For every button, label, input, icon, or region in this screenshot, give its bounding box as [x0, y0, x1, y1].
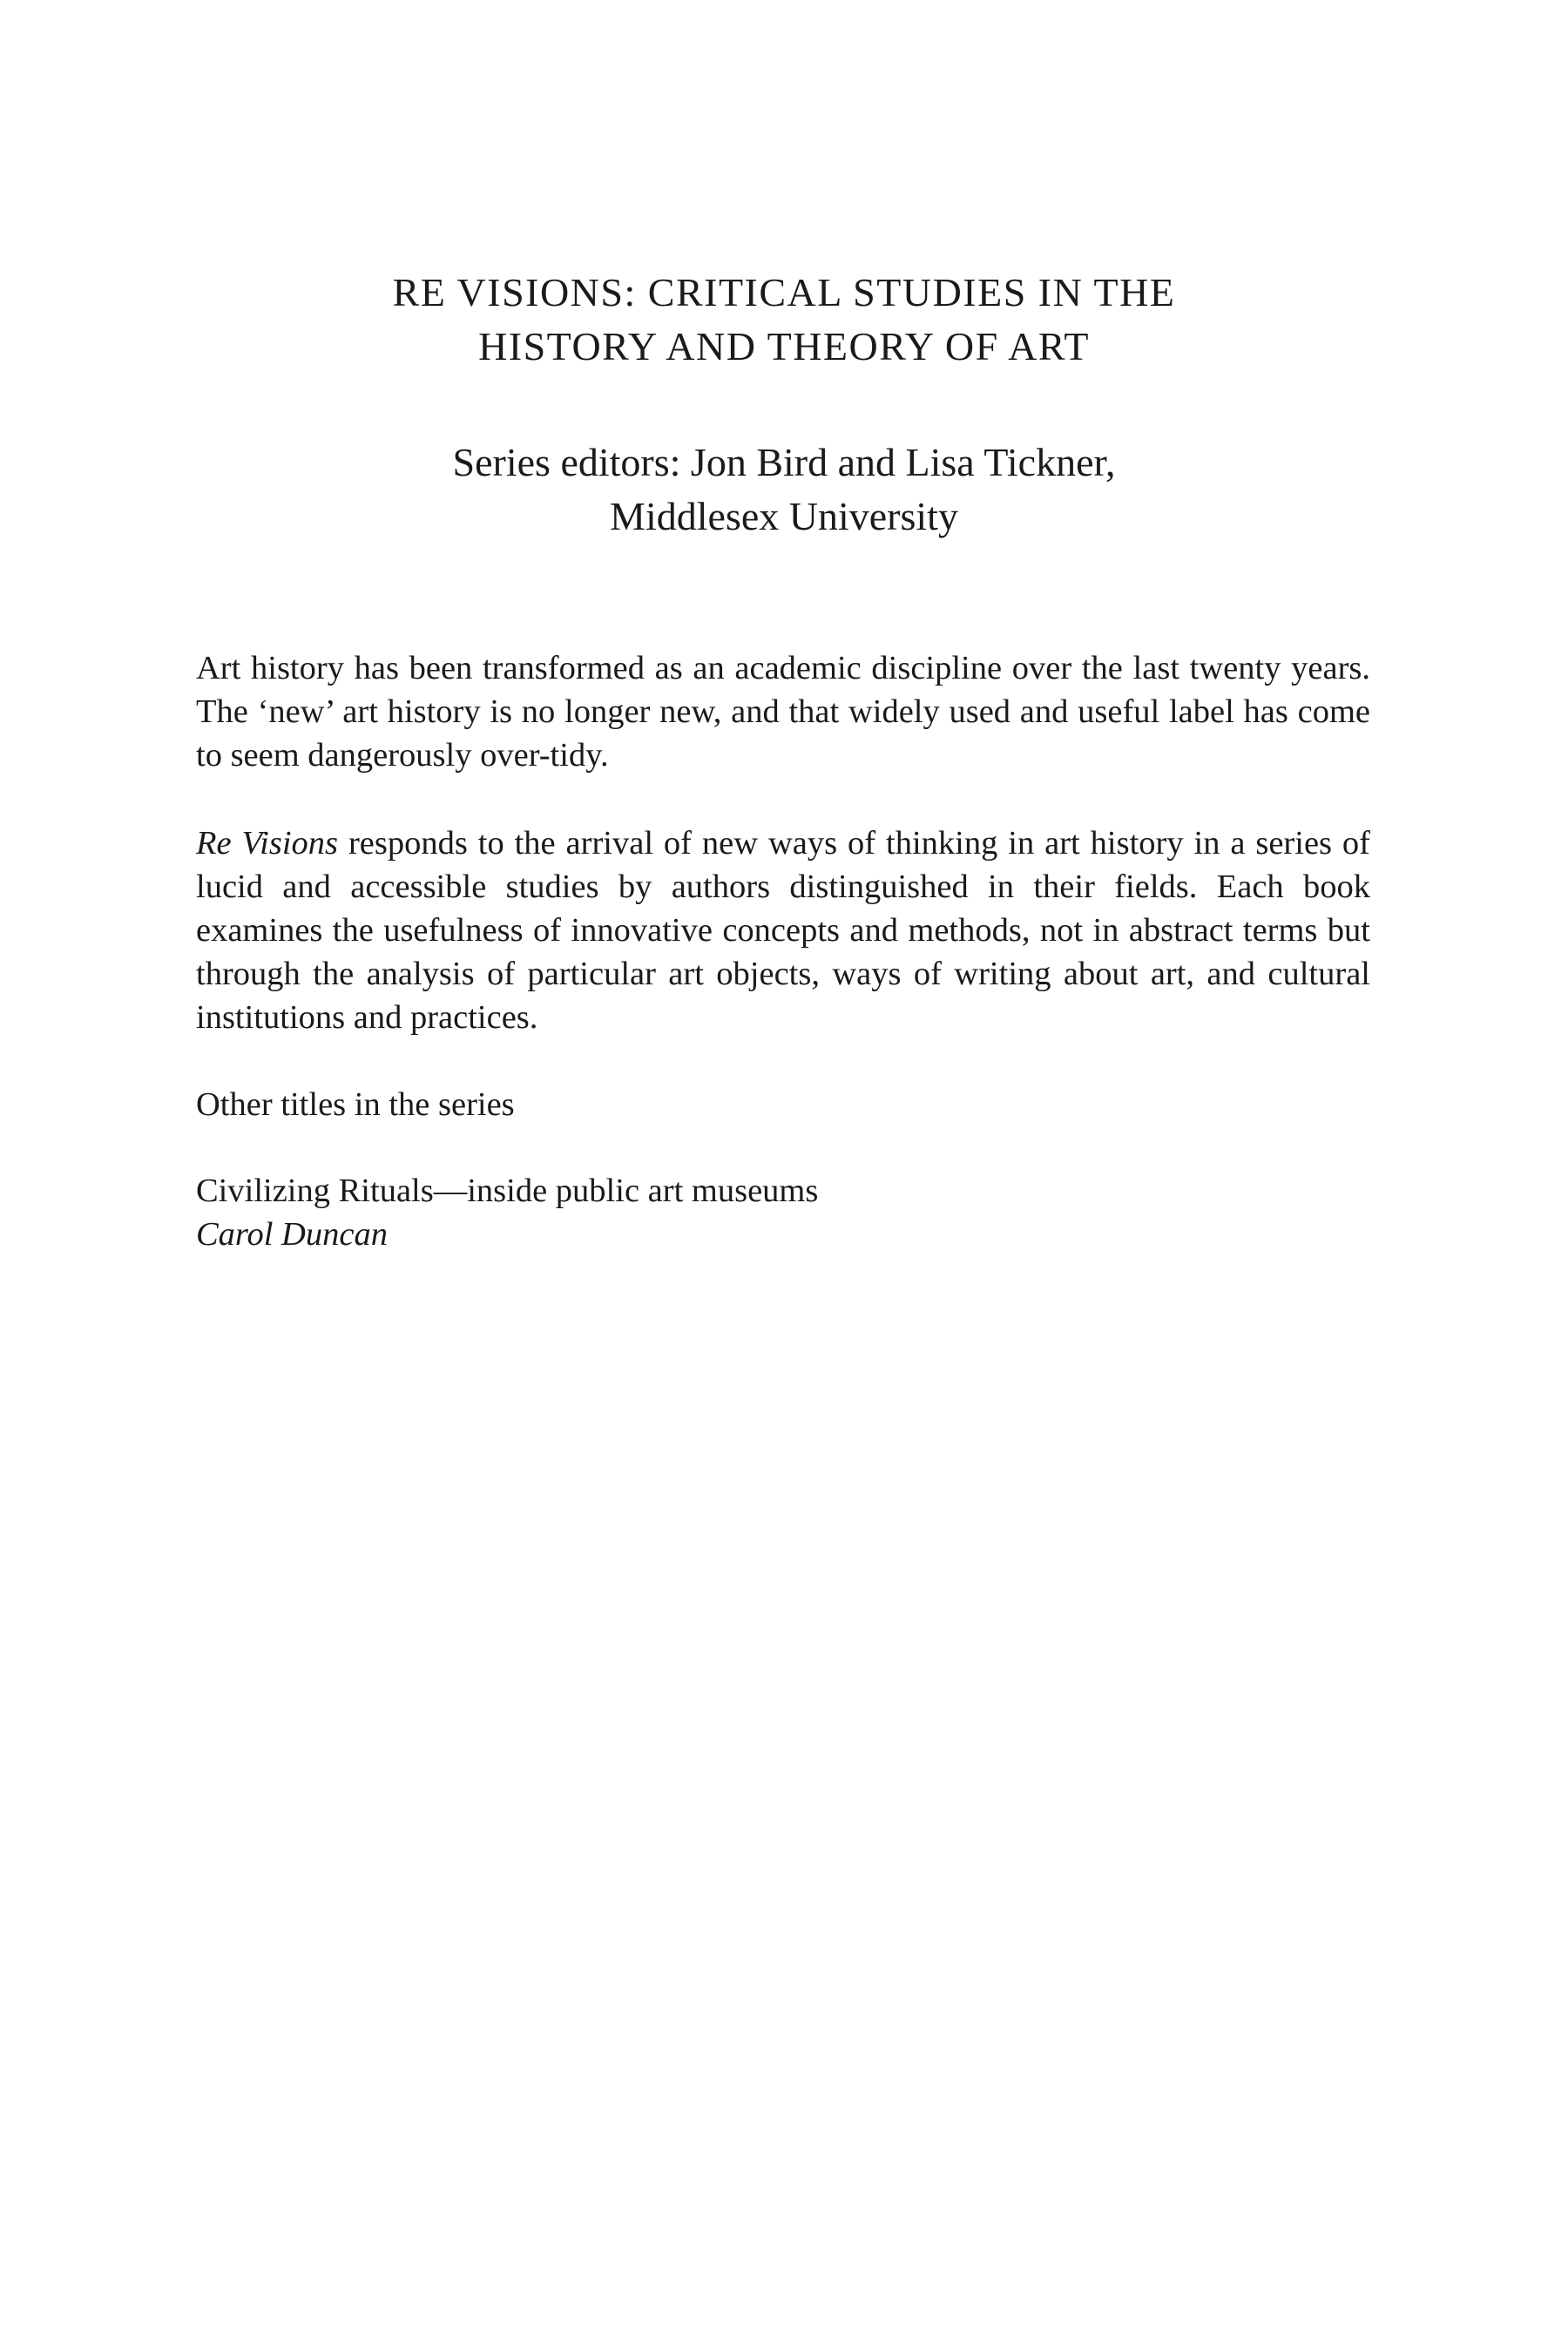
- other-titles-heading: Other titles in the series: [196, 1086, 515, 1123]
- other-title-author: Carol Duncan: [196, 1216, 388, 1253]
- series-editors-line-1: Series editors: Jon Bird and Lisa Tickner,: [452, 440, 1116, 484]
- intro-paragraph: Art history has been transformed as an academic discipline over the last twenty years. The ‘new’ art history is no longer new, and that widely used and useful label has come to seem dangerously over-tidy.: [196, 650, 1370, 774]
- series-editors: [261, 436, 1307, 544]
- series-title: [261, 266, 1307, 374]
- series-title-line-1: RE VISIONS: CRITICAL STUDIES IN THE: [392, 270, 1176, 314]
- series-description-text: responds to the arrival of new ways of thinking in art history in a series of lucid and accessible studies by authors distinguished in their fields. Each book examines the usefulness of innovative concepts and methods, not in abstract terms but through the analysis of particular art objects, ways of writing about art, and cultural institutions and practices.: [196, 825, 1371, 1036]
- series-name: Re Visions: [196, 825, 339, 862]
- series-editors-line-2: Middlesex University: [610, 494, 958, 538]
- series-description: [196, 821, 1370, 1039]
- series-title-line-2: HISTORY AND THEORY OF ART: [478, 324, 1090, 368]
- other-title-book: Civilizing Rituals—inside public art museums: [196, 1173, 819, 1209]
